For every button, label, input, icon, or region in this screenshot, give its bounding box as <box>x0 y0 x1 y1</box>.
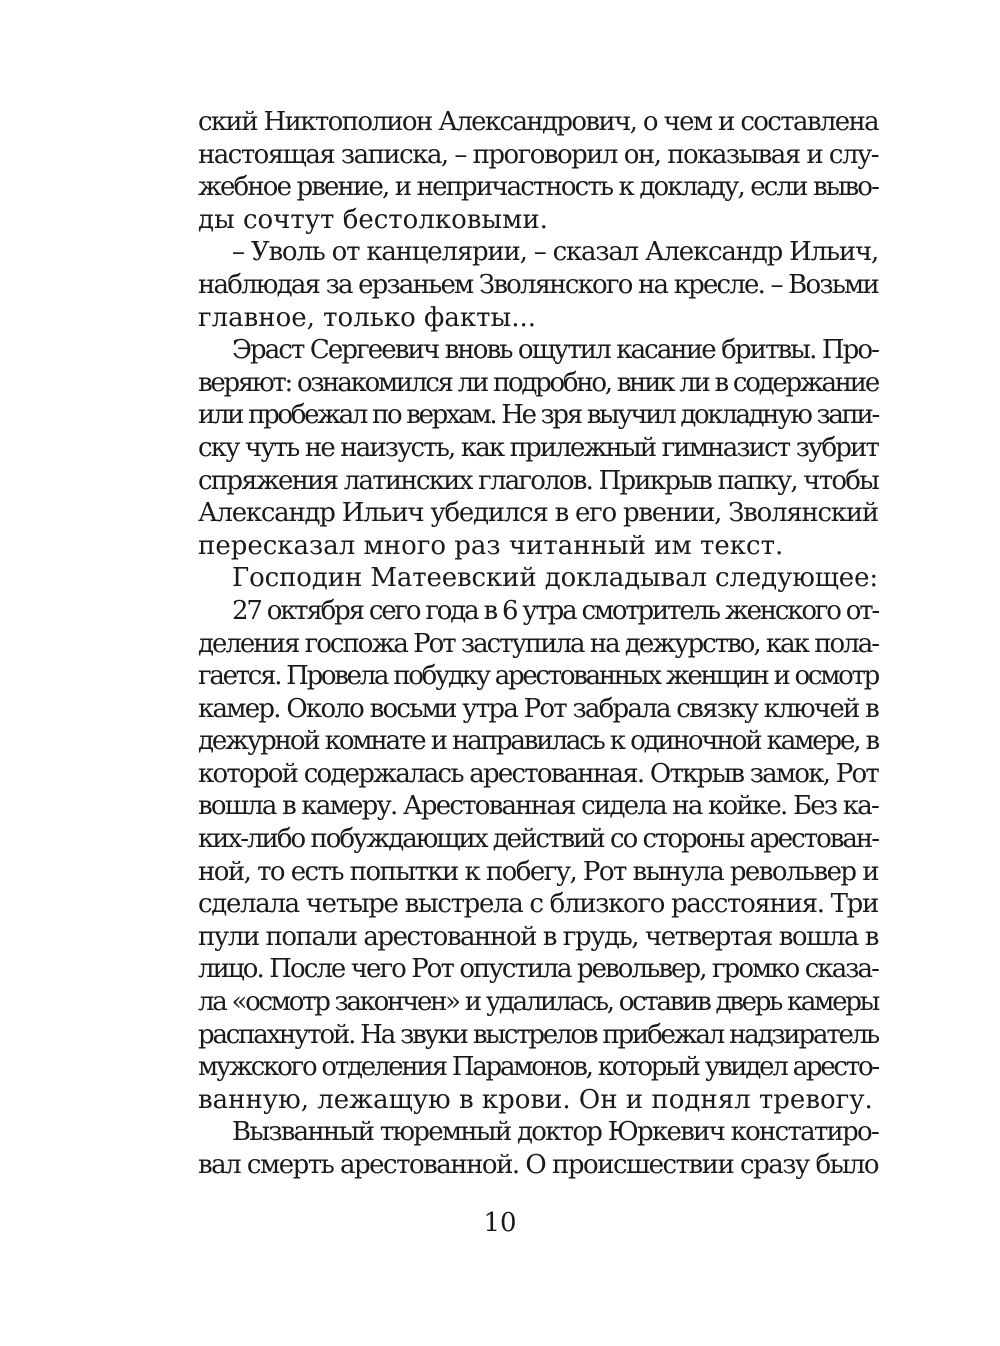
text-line: настоящая записка, – проговорил он, показывая и слу- <box>198 139 878 170</box>
text-line: главное, только факты... <box>198 302 537 333</box>
text-line: вошла в камеру. Арестованная сидела на койке. Без ка- <box>198 791 878 822</box>
text-line: веряют: ознакомился ли подробно, вник ли в содержание <box>198 367 878 398</box>
text-line: 27 октября сего года в 6 утра смотритель женского от- <box>232 595 878 626</box>
paragraph <box>198 106 878 236</box>
text-line: гается. Провела побудку арестованных женщин и осмотр <box>198 661 878 692</box>
text-line: лицо. После чего Рот опустила револьвер, громко сказа- <box>198 954 878 985</box>
text-line: ла «осмотр закончен» и удалилась, оставив дверь камеры <box>198 987 878 1018</box>
text-line: ких-либо побуждающих действий со стороны арестован- <box>198 824 878 855</box>
text-line: спряжения латинских глаголов. Прикрыв папку, чтобы <box>198 465 878 496</box>
text-line: мужского отделения Парамонов, который увидел аресто- <box>198 1052 878 1083</box>
text-line: ды сочтут бестолковыми. <box>198 204 548 235</box>
text-line: пули попали арестованной в грудь, четвертая вошла в <box>198 921 878 952</box>
text-line: камер. Около восьми утра Рот забрала связку ключей в <box>198 693 878 724</box>
text-line: вал смерть арестованной. О происшествии сразу было <box>198 1150 878 1180</box>
paragraph <box>198 562 878 595</box>
text-line: ной, то есть попытки к побегу, Рот вынула револьвер и <box>198 856 878 887</box>
text-line: – Уволь от канцелярии, – сказал Александр Ильич, <box>232 237 878 268</box>
text-line: ванную, лежащую в крови. Он и поднял тревогу. <box>198 1084 873 1115</box>
paragraph <box>198 236 878 334</box>
text-line: жебное рвение, и непричастность к докладу, если выво- <box>198 172 878 203</box>
text-line: наблюдая за ерзаньем Зволянского на кресле. – Возьми <box>198 269 878 300</box>
text-line: сделала четыре выстрела с близкого расстояния. Три <box>198 889 878 920</box>
paragraph <box>198 1116 878 1181</box>
text-line: пересказал много раз читанный им текст. <box>198 530 784 561</box>
paragraph <box>198 595 878 1117</box>
text-line: Александр Ильич убедился в его рвении, Зволянский <box>198 498 878 529</box>
text-line: Господин Матеевский докладывал следующее: <box>232 563 878 594</box>
text-line: ский Никтополион Александрович, о чем и составлена <box>198 107 878 137</box>
page-number: 10 <box>483 1208 517 1238</box>
paragraph <box>198 334 878 562</box>
text-line: Вызванный тюремный доктор Юркевич констатиро- <box>232 1117 878 1148</box>
text-line: дежурной комнате и направилась к одиночной камере, в <box>198 726 878 757</box>
text-line: которой содержалась арестованная. Открыв замок, Рот <box>198 758 878 789</box>
text-line: Эраст Сергеевич вновь ощутил касание бритвы. Про- <box>232 335 878 366</box>
text-line: ску чуть не наизусть, как прилежный гимназист зубрит <box>198 432 878 463</box>
text-line: или пробежал по верхам. Не зря выучил докладную запи- <box>198 400 878 431</box>
body-text <box>198 106 878 1182</box>
text-line: распахнутой. На звуки выстрелов прибежал надзиратель <box>198 1019 878 1050</box>
text-line: деления госпожа Рот заступила на дежурство, как пола- <box>198 628 878 659</box>
